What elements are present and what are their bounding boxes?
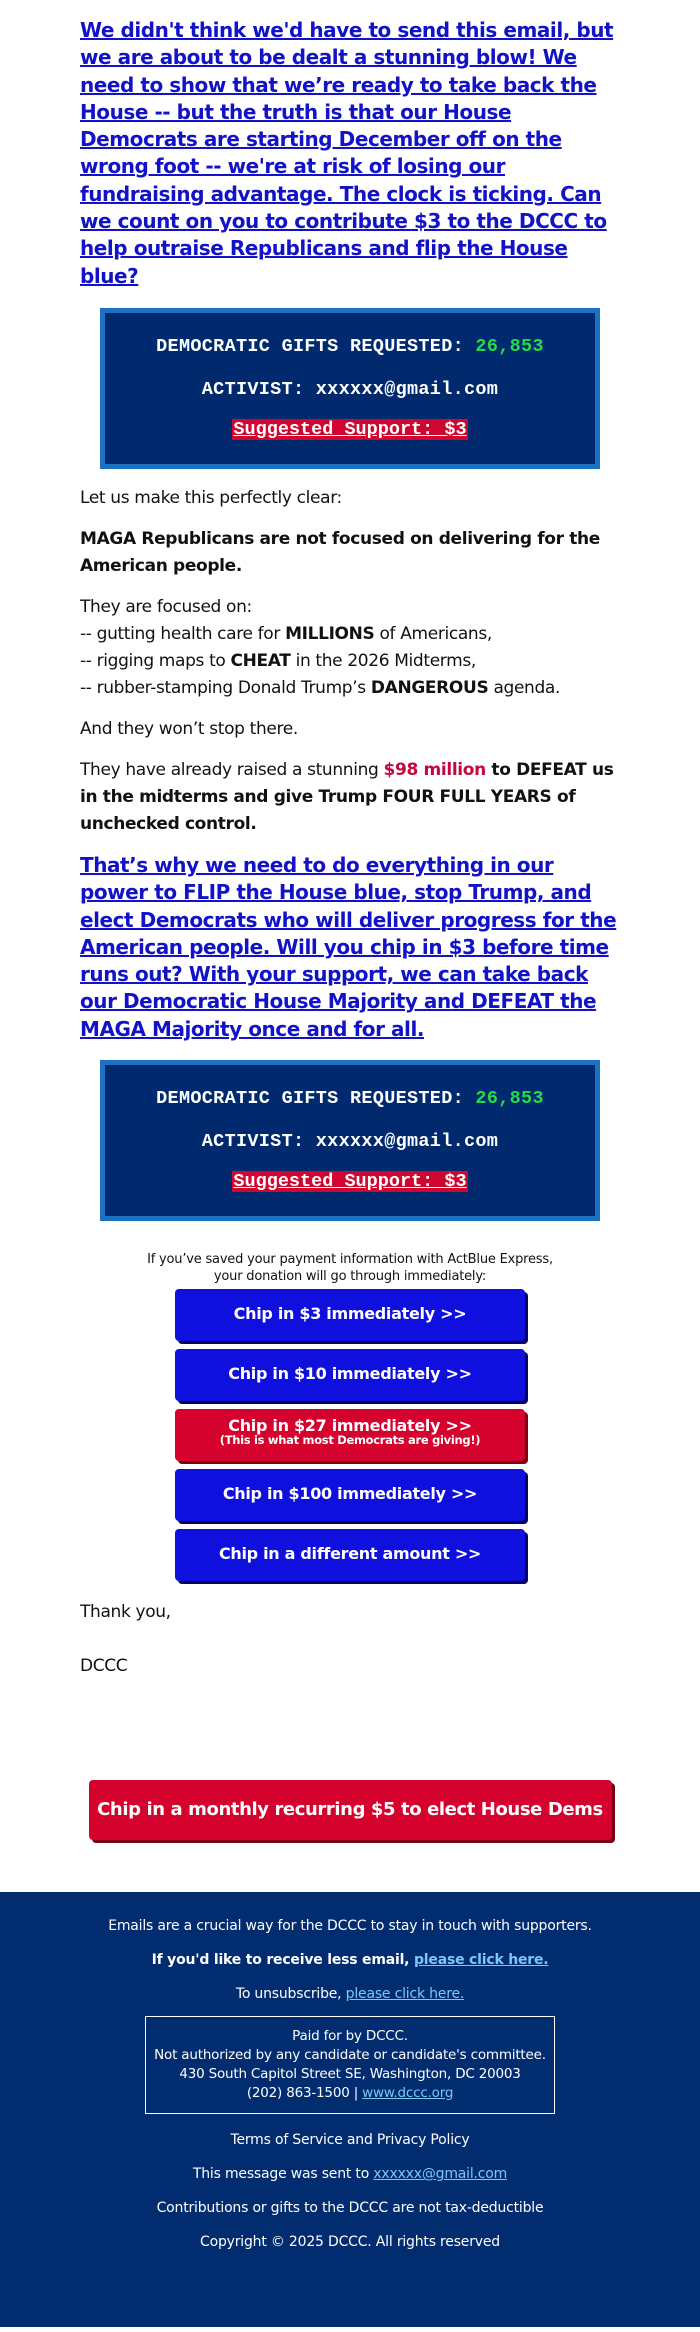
focus-item: [80, 675, 620, 702]
activist-row: ACTIVIST: xxxxxx@gmail.com: [201, 1131, 499, 1153]
focus-item-emphasis: CHEAT: [230, 650, 291, 671]
raised-emphasis: to DEFEAT us in the midterms and give Trump FOUR FULL YEARS of unchecked control.: [80, 759, 614, 834]
monthly-section: [0, 1780, 700, 1881]
button-label: Chip in $10 immediately >>: [228, 1364, 472, 1384]
focus-list-block: [80, 594, 620, 702]
paragraph-raised: [80, 757, 620, 838]
monthly-recurring-button[interactable]: Chip in a monthly recurring $5 to elect House Dems >>: [89, 1780, 612, 1840]
copyright: Copyright © 2025 DCCC. All rights reserved: [200, 2234, 500, 2251]
suggested-support-link[interactable]: Suggested Support: $3: [233, 1171, 467, 1193]
gifts-requested-row: [105, 313, 595, 357]
express-note-line: your donation will go through immediately:: [213, 1269, 487, 1285]
footer-intro: Emails are a crucial way for the DCCC to stay in touch with supporters.: [108, 1918, 592, 1935]
donate-3-button[interactable]: [175, 1289, 525, 1341]
gifts-requested-label: DEMOCRATIC GIFTS REQUESTED:: [156, 335, 476, 357]
footer-less-email: [0, 1952, 700, 1968]
footer: [0, 1892, 700, 2327]
raised-text: They have already raised a stunning: [80, 759, 384, 780]
paragraph-wont-stop: And they won’t stop there.: [80, 718, 298, 739]
gift-box-bottom: [100, 1060, 600, 1221]
not-authorized-line: Not authorized by any candidate or candidate's committee.: [154, 2047, 546, 2064]
paragraph-intro: Let us make this perfectly clear:: [80, 487, 342, 508]
less-email-text: If you'd like to receive less email,: [151, 1952, 414, 1969]
actblue-express-note: [80, 1251, 620, 1285]
paid-for-line: Paid for by DCCC.: [292, 2028, 408, 2045]
gifts-requested-label: DEMOCRATIC GIFTS REQUESTED:: [156, 1088, 476, 1110]
suggested-row: [105, 1152, 595, 1192]
cta-donate-link[interactable]: That’s why we need to do everything in our power to FLIP the House blue, stop Trump, and elect Democrats who will deliver progress for the American people. Will you chip in $3 before time runs out? With your support, we can take back our Democratic House Majority and DEFEAT the MAGA Majority once and for all.: [80, 852, 617, 1041]
button-label: Chip in $3 immediately >>: [233, 1304, 467, 1324]
gifts-requested-count: 26,853: [475, 1088, 544, 1110]
donate-buttons: [80, 1289, 620, 1581]
donate-100-button[interactable]: [175, 1469, 525, 1521]
donate-10-button[interactable]: [175, 1349, 525, 1401]
button-sublabel: (This is what most Democrats are giving!): [219, 1433, 481, 1448]
legal-disclaimer-box: [145, 2016, 555, 2114]
tax-deductible-note: Contributions or gifts to the DCCC are not tax-deductible: [156, 2200, 544, 2217]
less-email-link[interactable]: please click here.: [413, 1952, 549, 1969]
sent-to-text: This message was sent to: [192, 2166, 374, 2183]
terms-privacy[interactable]: Terms of Service and Privacy Policy: [230, 2132, 470, 2149]
headline-donate-link[interactable]: We didn't think we'd have to send this email, but we are about to be dealt a stunning blow! We need to show that we’re ready to take back the House -- but the truth is that our House Democrats are starting December off on the wrong foot -- we're at risk of losing our fundraising advantage. The clock is ticking. Can we count on you to contribute $3 to the DCCC to help outraise Republicans and flip the House blue?: [80, 18, 614, 288]
contact-line: [146, 2084, 554, 2103]
unsubscribe-text: To unsubscribe,: [235, 1986, 346, 2003]
activist-row: ACTIVIST: xxxxxx@gmail.com: [201, 378, 499, 400]
unsubscribe-link[interactable]: please click here.: [345, 1986, 465, 2003]
button-label: Chip in $100 immediately >>: [222, 1484, 478, 1504]
focus-item: [80, 648, 620, 675]
address-line: 430 South Capitol Street SE, Washington, DC 20003: [179, 2066, 521, 2083]
focus-item-text: -- rubber-stamping Donald Trump’s: [80, 677, 371, 698]
signoff-signature: DCCC: [80, 1656, 128, 1677]
focus-item-text: agenda.: [488, 677, 561, 698]
donate-other-amount-button[interactable]: [175, 1529, 525, 1581]
focus-item-emphasis: MILLIONS: [285, 623, 375, 644]
focus-item-text: -- gutting health care for: [80, 623, 286, 644]
sent-to-line: [0, 2166, 700, 2182]
gift-box-top: [100, 308, 600, 469]
focus-item: [80, 621, 620, 648]
focus-item-text: -- rigging maps to: [80, 650, 231, 671]
gifts-requested-count: 26,853: [475, 335, 544, 357]
button-label: Chip in a different amount >>: [218, 1544, 482, 1564]
website-link[interactable]: www.dccc.org: [362, 2085, 454, 2102]
button-label: Chip in $27 immediately >>: [228, 1416, 472, 1436]
paragraph-maga: MAGA Republicans are not focused on delivering for the American people.: [80, 528, 600, 576]
donate-27-button[interactable]: [175, 1409, 525, 1461]
footer-unsubscribe: [0, 1986, 700, 2002]
phone-number: (202) 863-1500 |: [246, 2085, 363, 2102]
recipient-email-link[interactable]: xxxxxx@gmail.com: [373, 2166, 508, 2183]
raised-amount: $98 million: [383, 759, 486, 780]
focus-item-text: of Americans,: [374, 623, 492, 644]
gifts-requested-row: [105, 1065, 595, 1109]
suggested-support-link[interactable]: Suggested Support: $3: [233, 418, 467, 440]
express-note-line: If you’ve saved your payment information with ActBlue Express,: [147, 1252, 553, 1268]
focus-intro: They are focused on:: [80, 596, 252, 617]
focus-item-emphasis: DANGEROUS: [370, 677, 489, 698]
focus-item-text: in the 2026 Midterms,: [290, 650, 476, 671]
suggested-row: [105, 400, 595, 440]
signoff-thanks: Thank you,: [80, 1602, 171, 1623]
